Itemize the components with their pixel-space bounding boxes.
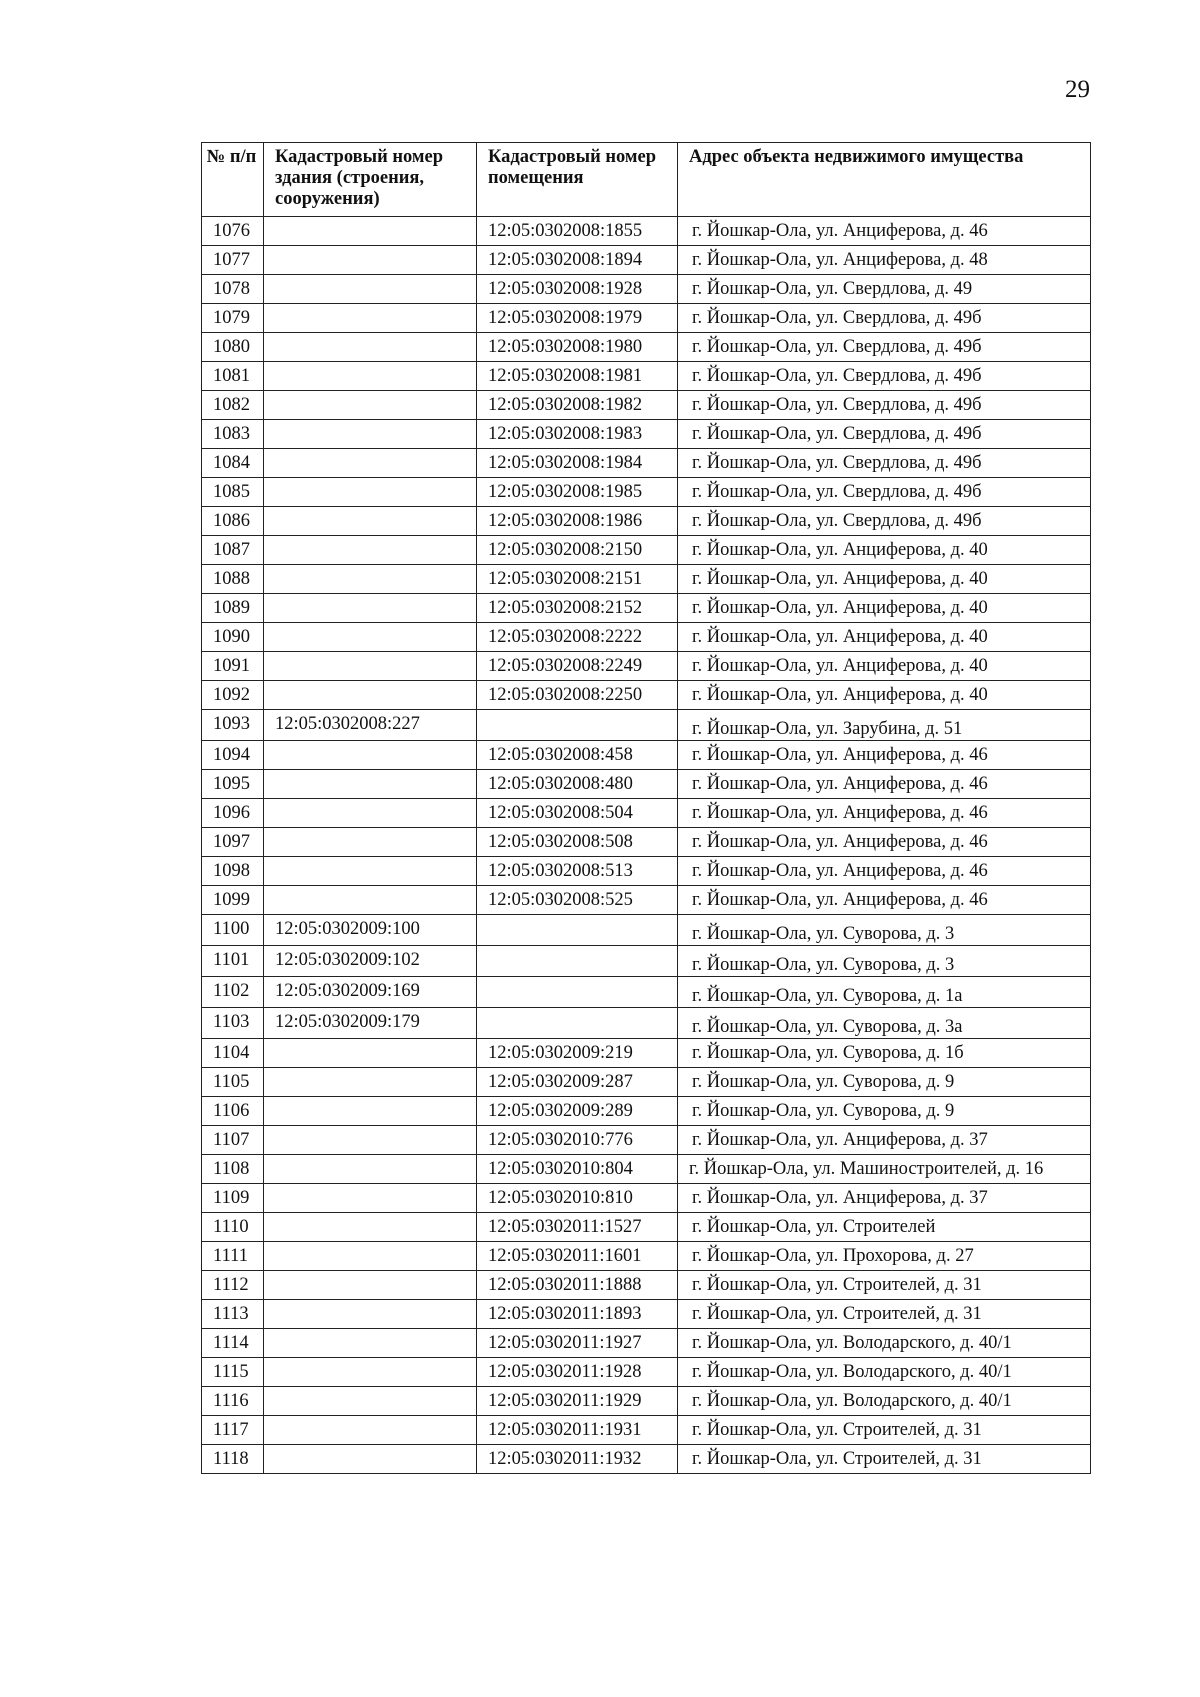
building-cadastral-number: [264, 536, 477, 565]
building-cadastral-number: [264, 246, 477, 275]
address: г. Йошкар-Ола, ул. Анциферова, д. 46: [678, 799, 1091, 828]
row-number: 1097: [202, 828, 264, 857]
address: г. Йошкар-Ола, ул. Суворова, д. 9: [678, 1097, 1091, 1126]
premises-cadastral-number: 12:05:0302008:1984: [477, 449, 678, 478]
table-row: [202, 1184, 1091, 1213]
building-cadastral-number: 12:05:0302008:227: [264, 710, 477, 741]
row-number: 1098: [202, 857, 264, 886]
building-cadastral-number: [264, 478, 477, 507]
row-number: 1083: [202, 420, 264, 449]
page-number: 29: [1065, 76, 1090, 103]
building-cadastral-number: [264, 217, 477, 246]
premises-cadastral-number: 12:05:0302008:1981: [477, 362, 678, 391]
table-row: [202, 1242, 1091, 1271]
building-cadastral-number: [264, 333, 477, 362]
row-number: 1111: [202, 1242, 264, 1271]
address: г. Йошкар-Ола, ул. Свердлова, д. 49б: [678, 478, 1091, 507]
building-cadastral-number: [264, 391, 477, 420]
address: г. Йошкар-Ола, ул. Свердлова, д. 49б: [678, 420, 1091, 449]
address: г. Йошкар-Ола, ул. Анциферова, д. 46: [678, 857, 1091, 886]
row-number: 1087: [202, 536, 264, 565]
row-number: 1082: [202, 391, 264, 420]
table-body: [202, 217, 1091, 1474]
table-row: [202, 828, 1091, 857]
premises-cadastral-number: 12:05:0302011:1927: [477, 1329, 678, 1358]
table-row: [202, 362, 1091, 391]
table-row: [202, 1126, 1091, 1155]
table-row: [202, 420, 1091, 449]
table-row: [202, 275, 1091, 304]
table-row: [202, 1387, 1091, 1416]
building-cadastral-number: [264, 420, 477, 449]
table-row: [202, 1445, 1091, 1474]
table-row: [202, 652, 1091, 681]
premises-cadastral-number: 12:05:0302008:2249: [477, 652, 678, 681]
premises-cadastral-number: [477, 915, 678, 946]
table-row: [202, 536, 1091, 565]
building-cadastral-number: [264, 1213, 477, 1242]
address: г. Йошкар-Ола, ул. Свердлова, д. 49б: [678, 391, 1091, 420]
row-number: 1101: [202, 946, 264, 977]
row-number: 1102: [202, 977, 264, 1008]
address: г. Йошкар-Ола, ул. Свердлова, д. 49б: [678, 304, 1091, 333]
row-number: 1112: [202, 1271, 264, 1300]
table-row: [202, 1329, 1091, 1358]
building-cadastral-number: [264, 565, 477, 594]
address: г. Йошкар-Ола, ул. Анциферова, д. 40: [678, 623, 1091, 652]
row-number: 1113: [202, 1300, 264, 1329]
premises-cadastral-number: 12:05:0302008:1982: [477, 391, 678, 420]
table-row: [202, 681, 1091, 710]
building-cadastral-number: [264, 1416, 477, 1445]
address: г. Йошкар-Ола, ул. Свердлова, д. 49б: [678, 507, 1091, 536]
table-row: [202, 449, 1091, 478]
address: г. Йошкар-Ола, ул. Анциферова, д. 46: [678, 770, 1091, 799]
address: г. Йошкар-Ола, ул. Зарубина, д. 51: [678, 710, 1091, 741]
address: г. Йошкар-Ола, ул. Анциферова, д. 40: [678, 681, 1091, 710]
table-row: [202, 1008, 1091, 1039]
address: г. Йошкар-Ола, ул. Суворова, д. 3: [678, 946, 1091, 977]
address: г. Йошкар-Ола, ул. Володарского, д. 40/1: [678, 1329, 1091, 1358]
address: г. Йошкар-Ола, ул. Анциферова, д. 37: [678, 1184, 1091, 1213]
row-number: 1100: [202, 915, 264, 946]
row-number: 1095: [202, 770, 264, 799]
table-row: [202, 246, 1091, 275]
row-number: 1085: [202, 478, 264, 507]
address: г. Йошкар-Ола, ул. Суворова, д. 3а: [678, 1008, 1091, 1039]
table-header-row: [202, 143, 1091, 217]
premises-cadastral-number: 12:05:0302008:1986: [477, 507, 678, 536]
table-row: [202, 1039, 1091, 1068]
address: г. Йошкар-Ола, ул. Свердлова, д. 49б: [678, 333, 1091, 362]
premises-cadastral-number: [477, 977, 678, 1008]
row-number: 1103: [202, 1008, 264, 1039]
row-number: 1116: [202, 1387, 264, 1416]
address: г. Йошкар-Ола, ул. Машиностроителей, д. 16: [678, 1155, 1091, 1184]
building-cadastral-number: [264, 1155, 477, 1184]
premises-cadastral-number: 12:05:0302008:1979: [477, 304, 678, 333]
table-row: [202, 1271, 1091, 1300]
premises-cadastral-number: 12:05:0302010:804: [477, 1155, 678, 1184]
address: г. Йошкар-Ола, ул. Анциферова, д. 46: [678, 217, 1091, 246]
table-row: [202, 1300, 1091, 1329]
table-row: [202, 915, 1091, 946]
premises-cadastral-number: 12:05:0302008:1928: [477, 275, 678, 304]
address: г. Йошкар-Ола, ул. Анциферова, д. 46: [678, 741, 1091, 770]
table-row: [202, 304, 1091, 333]
address: г. Йошкар-Ола, ул. Володарского, д. 40/1: [678, 1358, 1091, 1387]
row-number: 1109: [202, 1184, 264, 1213]
premises-cadastral-number: 12:05:0302008:2250: [477, 681, 678, 710]
row-number: 1106: [202, 1097, 264, 1126]
row-number: 1108: [202, 1155, 264, 1184]
building-cadastral-number: [264, 857, 477, 886]
building-cadastral-number: [264, 594, 477, 623]
premises-cadastral-number: 12:05:0302011:1932: [477, 1445, 678, 1474]
address: г. Йошкар-Ола, ул. Анциферова, д. 40: [678, 536, 1091, 565]
address: г. Йошкар-Ола, ул. Анциферова, д. 40: [678, 594, 1091, 623]
address: г. Йошкар-Ола, ул. Свердлова, д. 49: [678, 275, 1091, 304]
building-cadastral-number: [264, 275, 477, 304]
premises-cadastral-number: 12:05:0302011:1928: [477, 1358, 678, 1387]
table-row: [202, 1358, 1091, 1387]
table-row: [202, 1416, 1091, 1445]
building-cadastral-number: [264, 623, 477, 652]
address: г. Йошкар-Ола, ул. Анциферова, д. 46: [678, 886, 1091, 915]
premises-cadastral-number: 12:05:0302011:1893: [477, 1300, 678, 1329]
building-cadastral-number: [264, 1039, 477, 1068]
building-cadastral-number: [264, 1126, 477, 1155]
table-row: [202, 565, 1091, 594]
table-row: [202, 1097, 1091, 1126]
premises-cadastral-number: 12:05:0302011:1527: [477, 1213, 678, 1242]
building-cadastral-number: [264, 1329, 477, 1358]
row-number: 1099: [202, 886, 264, 915]
row-number: 1088: [202, 565, 264, 594]
row-number: 1093: [202, 710, 264, 741]
row-number: 1077: [202, 246, 264, 275]
table-row: [202, 1213, 1091, 1242]
row-number: 1091: [202, 652, 264, 681]
table-row: [202, 710, 1091, 741]
table-row: [202, 1155, 1091, 1184]
table-row: [202, 1068, 1091, 1097]
building-cadastral-number: [264, 507, 477, 536]
building-cadastral-number: [264, 362, 477, 391]
building-cadastral-number: [264, 770, 477, 799]
table-row: [202, 741, 1091, 770]
table-row: [202, 857, 1091, 886]
premises-cadastral-number: [477, 710, 678, 741]
address: г. Йошкар-Ола, ул. Свердлова, д. 49б: [678, 362, 1091, 391]
row-number: 1092: [202, 681, 264, 710]
building-cadastral-number: [264, 1242, 477, 1271]
premises-cadastral-number: 12:05:0302008:1985: [477, 478, 678, 507]
table-row: [202, 886, 1091, 915]
row-number: 1104: [202, 1039, 264, 1068]
premises-cadastral-number: 12:05:0302008:2151: [477, 565, 678, 594]
building-cadastral-number: [264, 1387, 477, 1416]
building-cadastral-number: [264, 1068, 477, 1097]
row-number: 1080: [202, 333, 264, 362]
premises-cadastral-number: 12:05:0302008:1894: [477, 246, 678, 275]
row-number: 1079: [202, 304, 264, 333]
table-row: [202, 946, 1091, 977]
premises-cadastral-number: [477, 946, 678, 977]
row-number: 1094: [202, 741, 264, 770]
address: г. Йошкар-Ола, ул. Анциферова, д. 40: [678, 565, 1091, 594]
building-cadastral-number: [264, 1445, 477, 1474]
building-cadastral-number: 12:05:0302009:179: [264, 1008, 477, 1039]
row-number: 1086: [202, 507, 264, 536]
table-row: [202, 507, 1091, 536]
premises-cadastral-number: 12:05:0302011:1931: [477, 1416, 678, 1445]
premises-cadastral-number: 12:05:0302008:2150: [477, 536, 678, 565]
premises-cadastral-number: 12:05:0302010:810: [477, 1184, 678, 1213]
address: г. Йошкар-Ола, ул. Суворова, д. 3: [678, 915, 1091, 946]
table-row: [202, 478, 1091, 507]
address: г. Йошкар-Ола, ул. Суворова, д. 9: [678, 1068, 1091, 1097]
building-cadastral-number: [264, 449, 477, 478]
table-row: [202, 977, 1091, 1008]
premises-cadastral-number: 12:05:0302008:458: [477, 741, 678, 770]
building-cadastral-number: [264, 799, 477, 828]
premises-cadastral-number: 12:05:0302011:1601: [477, 1242, 678, 1271]
row-number: 1107: [202, 1126, 264, 1155]
premises-cadastral-number: 12:05:0302008:1855: [477, 217, 678, 246]
premises-cadastral-number: 12:05:0302008:2222: [477, 623, 678, 652]
address: г. Йошкар-Ола, ул. Володарского, д. 40/1: [678, 1387, 1091, 1416]
premises-cadastral-number: 12:05:0302009:287: [477, 1068, 678, 1097]
premises-cadastral-number: 12:05:0302010:776: [477, 1126, 678, 1155]
building-cadastral-number: [264, 1184, 477, 1213]
building-cadastral-number: 12:05:0302009:100: [264, 915, 477, 946]
row-number: 1084: [202, 449, 264, 478]
building-cadastral-number: [264, 681, 477, 710]
row-number: 1117: [202, 1416, 264, 1445]
premises-cadastral-number: 12:05:0302009:219: [477, 1039, 678, 1068]
building-cadastral-number: [264, 1300, 477, 1329]
address: г. Йошкар-Ола, ул. Строителей: [678, 1213, 1091, 1242]
premises-cadastral-number: 12:05:0302011:1888: [477, 1271, 678, 1300]
row-number: 1089: [202, 594, 264, 623]
row-number: 1076: [202, 217, 264, 246]
address: г. Йошкар-Ола, ул. Прохорова, д. 27: [678, 1242, 1091, 1271]
premises-cadastral-number: 12:05:0302008:513: [477, 857, 678, 886]
row-number: 1114: [202, 1329, 264, 1358]
address: г. Йошкар-Ола, ул. Анциферова, д. 40: [678, 652, 1091, 681]
table-row: [202, 799, 1091, 828]
header-address: Адрес объекта недвижимого имущества: [678, 143, 1091, 217]
row-number: 1096: [202, 799, 264, 828]
premises-cadastral-number: 12:05:0302008:1980: [477, 333, 678, 362]
row-number: 1078: [202, 275, 264, 304]
premises-cadastral-number: 12:05:0302008:525: [477, 886, 678, 915]
address: г. Йошкар-Ола, ул. Анциферова, д. 37: [678, 1126, 1091, 1155]
table-row: [202, 770, 1091, 799]
building-cadastral-number: 12:05:0302009:169: [264, 977, 477, 1008]
address: г. Йошкар-Ола, ул. Свердлова, д. 49б: [678, 449, 1091, 478]
table-row: [202, 594, 1091, 623]
premises-cadastral-number: 12:05:0302008:508: [477, 828, 678, 857]
row-number: 1090: [202, 623, 264, 652]
premises-cadastral-number: 12:05:0302008:2152: [477, 594, 678, 623]
row-number: 1105: [202, 1068, 264, 1097]
table-row: [202, 391, 1091, 420]
address: г. Йошкар-Ола, ул. Строителей, д. 31: [678, 1445, 1091, 1474]
address: г. Йошкар-Ола, ул. Анциферова, д. 48: [678, 246, 1091, 275]
row-number: 1081: [202, 362, 264, 391]
address: г. Йошкар-Ола, ул. Суворова, д. 1а: [678, 977, 1091, 1008]
building-cadastral-number: [264, 1358, 477, 1387]
table-row: [202, 623, 1091, 652]
building-cadastral-number: 12:05:0302009:102: [264, 946, 477, 977]
premises-cadastral-number: 12:05:0302011:1929: [477, 1387, 678, 1416]
header-row-number: № п/п: [202, 143, 264, 217]
address: г. Йошкар-Ола, ул. Анциферова, д. 46: [678, 828, 1091, 857]
header-premises-cadastral: Кадастровый номер помещения: [477, 143, 678, 217]
premises-cadastral-number: 12:05:0302009:289: [477, 1097, 678, 1126]
address: г. Йошкар-Ола, ул. Строителей, д. 31: [678, 1300, 1091, 1329]
premises-cadastral-number: 12:05:0302008:504: [477, 799, 678, 828]
building-cadastral-number: [264, 652, 477, 681]
building-cadastral-number: [264, 886, 477, 915]
property-registry-table: [201, 142, 1091, 1474]
table-row: [202, 217, 1091, 246]
building-cadastral-number: [264, 1097, 477, 1126]
building-cadastral-number: [264, 1271, 477, 1300]
table-row: [202, 333, 1091, 362]
address: г. Йошкар-Ола, ул. Строителей, д. 31: [678, 1271, 1091, 1300]
row-number: 1110: [202, 1213, 264, 1242]
row-number: 1118: [202, 1445, 264, 1474]
address: г. Йошкар-Ола, ул. Строителей, д. 31: [678, 1416, 1091, 1445]
header-building-cadastral: Кадастровый номер здания (строения, сооружения): [264, 143, 477, 217]
building-cadastral-number: [264, 828, 477, 857]
building-cadastral-number: [264, 741, 477, 770]
row-number: 1115: [202, 1358, 264, 1387]
building-cadastral-number: [264, 304, 477, 333]
premises-cadastral-number: [477, 1008, 678, 1039]
address: г. Йошкар-Ола, ул. Суворова, д. 1б: [678, 1039, 1091, 1068]
premises-cadastral-number: 12:05:0302008:480: [477, 770, 678, 799]
premises-cadastral-number: 12:05:0302008:1983: [477, 420, 678, 449]
